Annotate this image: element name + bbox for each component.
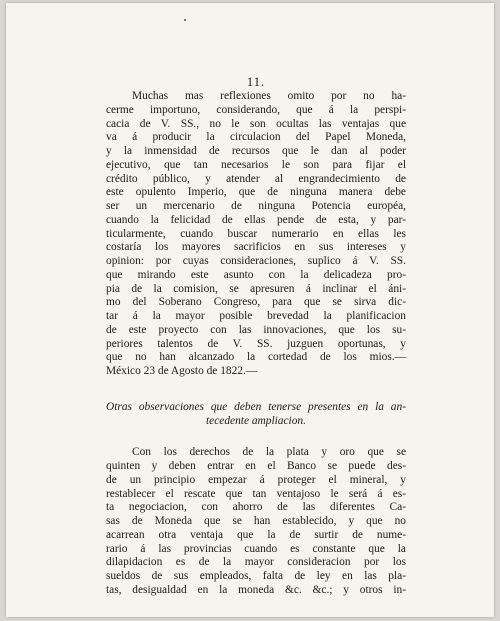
text-line: este opulento Imperio, que de ninguna manera debe <box>106 186 406 199</box>
text-line: Con los derechos de la plata y oro que se <box>132 446 406 459</box>
text-line: ta negociacion, con ahorro de las diferentes Ca- <box>106 501 406 514</box>
text-line: que no han alcanzado la cortedad de los mios.— <box>106 351 406 364</box>
text-line: acarrean otra ventaja que la de surtir de nume- <box>106 528 406 541</box>
text-line: va á producir la circulacion del Papel Moneda, <box>106 131 406 144</box>
text-line: opinion: por cuyas consideraciones, suplico á V. SS. <box>106 255 406 267</box>
text-line: tas, desigualdad en la moneda &c. &c.; y otros in- <box>106 583 406 596</box>
text-line: periores talentos de V. SS. juzguen oportunas, y <box>106 337 406 350</box>
text-line: que mirando este asunto con la delicadeza pro- <box>106 268 406 281</box>
text-line: Muchas mas reflexiones omito por no ha- <box>132 90 406 102</box>
page-content <box>106 75 406 598</box>
ink-speck <box>184 19 186 21</box>
text-line: sas de Moneda que se han establecido, y que no <box>106 515 406 527</box>
text-line: cerme importuno, considerando, que á la perspi- <box>106 103 406 116</box>
paragraph-1 <box>106 90 406 379</box>
paragraph-2 <box>106 446 406 597</box>
text-line: dilapidacion es de la mayor consideracion por los <box>106 556 406 569</box>
text-line: costaría los mayores sacrificios en sus intereses y <box>106 241 406 254</box>
text-line: crédito público, y atender al engrandecimiento de <box>106 172 406 185</box>
heading-line: tecedente ampliacion. <box>206 414 306 427</box>
text-line: tar á la mayor posible brevedad la planificacion <box>106 310 406 322</box>
text-line: rario á las provincias cuando es constante que la <box>106 542 406 555</box>
text-line: restablecer el rescate que tan ventajoso le será á es- <box>106 487 406 500</box>
text-line: y la inmensidad de recursos que le dan al poder <box>106 145 406 157</box>
page-number: 11. <box>246 75 266 89</box>
text-line: de este proyecto con las innovaciones, que los su- <box>106 323 406 336</box>
text-line: ejecutivo, que tan necesarios le son para fijar el <box>106 158 406 171</box>
text-line: mo del Soberano Congreso, para que se sirva dic- <box>106 296 406 309</box>
text-line: sueldos de sus empleados, falta de ley en las pla- <box>106 570 406 582</box>
text-line: cacia de V. SS., no le son ocultas las ventajas que <box>106 117 406 130</box>
document-page <box>6 3 494 617</box>
text-line: de un principio empezar á proteger el mineral, y <box>106 473 406 486</box>
text-line: ticularmente, cuando buscar numerario en ellas les <box>106 227 406 240</box>
text-line: cuando la felicidad de ellas pende de esta, y par- <box>106 213 406 226</box>
text-line: ser un mercenario de ninguna Potencia européa, <box>106 200 406 212</box>
text-line: pia de la comision, se apresuren á inclinar el áni- <box>106 282 406 295</box>
heading-line: Otras observaciones que deben tenerse presentes en la an- <box>106 400 406 413</box>
section-heading <box>106 401 406 429</box>
text-line: México 23 de Agosto de 1822.— <box>106 365 258 377</box>
text-line: quinten y deben entrar en el Banco se puede des- <box>106 460 406 472</box>
